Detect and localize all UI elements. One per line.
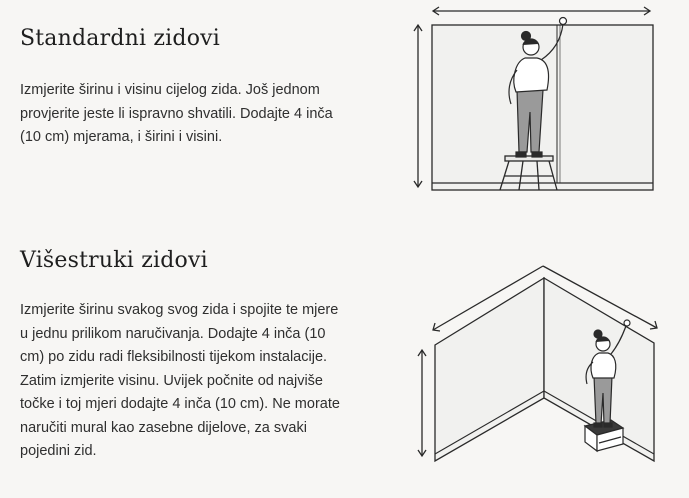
section-description: Izmjerite širinu svakog svog zida i spojite te mjere u jednu prilikom naručivanja. Dodajte 4 inča (10 cm) po zidu radi fleksibilnosti tijekom instalacije. Zatim izmjerite visinu. Uvijek počnite od najviše točke i toj mjeri dodajte 4 inča (10 cm). Ne morate naručiti mural kao zasebne dijelove, za svaki pojedini zid. (20, 302, 340, 459)
standard-walls-section (0, 0, 689, 230)
section-description: Izmjerite širinu i visinu cijelog zida. Još jednom provjerite jeste li ispravno shvatili. Dodajte 4 inča (10 cm) mjerama, i širini i visini. (20, 82, 333, 145)
section-title: Višestruki zidovi (20, 248, 208, 273)
person-measuring-single-wall-icon (405, 0, 665, 200)
multiple-walls-section (0, 230, 689, 498)
section-title: Standardni zidovi (20, 26, 221, 51)
person-measuring-corner-walls-icon (415, 258, 675, 468)
